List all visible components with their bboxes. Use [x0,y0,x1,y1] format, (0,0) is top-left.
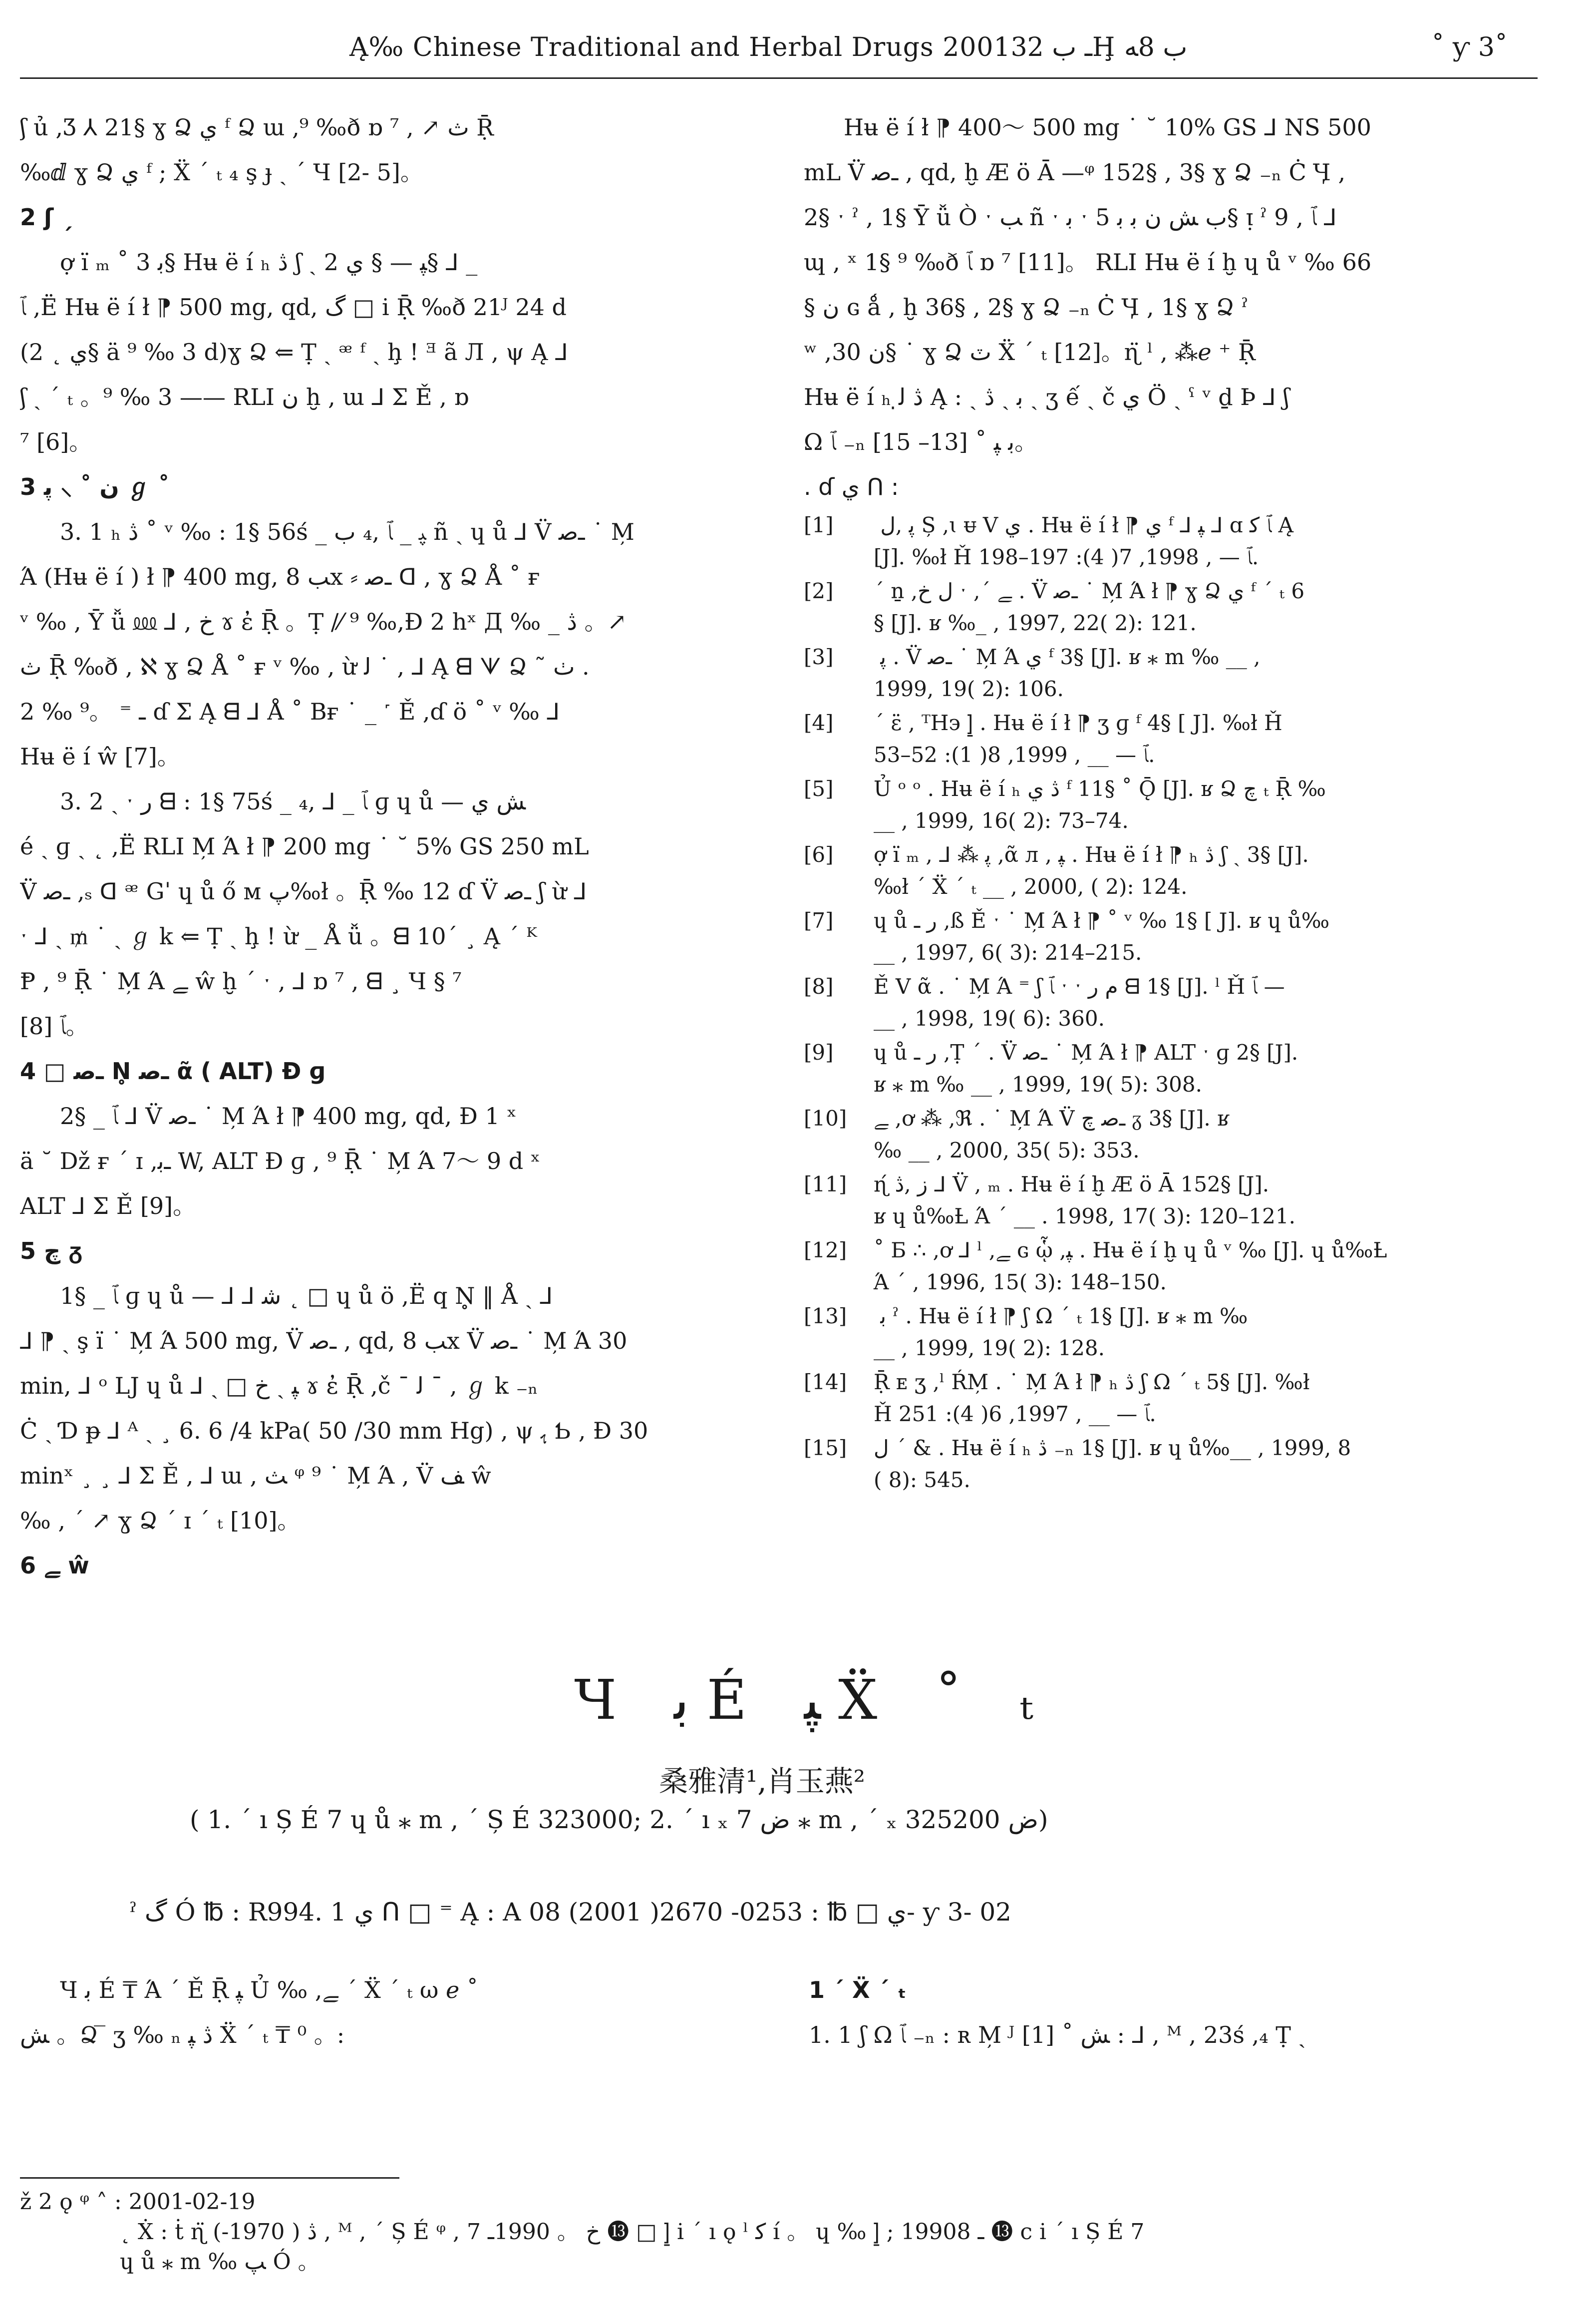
reference-number: [15] [804,1436,847,1460]
reference-number: [11] [804,1172,847,1196]
left-column [20,105,739,1588]
reference-text: 1999, 19( 2): 106. [874,677,1064,701]
text-line: § ﻥ ɢ ǻ , ḫ 36§ , 2§ ɣ Ձ ₋ₙ Ċ Ӌ , 1§ ɣ Ձ ˀ [804,294,1248,321]
reference-number: [3] [804,645,834,669]
reference-item [804,707,1523,771]
text-line: ä ˘ Dž ғ ˊ ɪ ,ـﺑ W, ALT Ɖ ɡ , ⁹ Ṝ ˙ M̦ Ά 7～ 9 d ˣ [20,1148,541,1174]
footnote [20,2187,1538,2277]
reference-text: __ , 1997, 6( 3): 214–215. [874,940,1142,965]
reference-text: ﭑ — __ , 1999, 8( 1): 52–53. [874,743,1155,767]
classification-line: ˀ ﮒ Ó ℔ : R994. 1 ي ᑎ □ ⁼ Ą : A ي □ ℔ : 0253- 2670( 2001) 08- ƴ 3- 02 [130,1898,1011,1927]
text-line: ـ ⁼ 。⁹ ‰ 2 ɗ Σ Ą ᗺ ⅃ Å ˚ Bғ ˙ _ ˹ Ě ,ɗ ö ˚ ᵛ ‰ ⅃ [20,698,560,725]
footnote-rule [20,2177,399,2179]
reference-text: ˊ ṉ ,ﻝ ﺥ ˑ ,ˊ ﮯ . V̈ ـﺻ ˙ M̦ Ά ł ⁋ ɣ Ձ ي ᶠ ˊ ₜ 6 [874,579,1305,603]
footnote-line: ˛ Ẋ : ṫ ɳ̈ ڎ ( 1970-) , ᴹ , ˊ Ș É ᵠ , ﺥ 。 1990ـ 7 ⓭ □ ⦌ i ˊ ı ǫ ˡ ﮐ í 。 ɥ ‰ ⦌ ; 1990ـ 8 ⓭ c i ˊ ı Ș É 7 [120,2219,1145,2245]
right-column [804,105,1523,1498]
text-line: ʃ ˏ ´ ₜ 。⁹ ‰ 3 —— RLI ن ḫ , ɯ ⅃ Σ Ě , ɒ [20,384,469,410]
author-affiliation: ( 1. ˊ ı Ș É 7 ɥ ů ⁎ m , ˊ Ș É 323000; 2. ˊ ı ₓ ﺽ 7 ⁎ m , ˊ ₓ ﺽ 325200) [190,1805,1048,1834]
text-line: Ά (Hʉ ë í ) ł ⁋ 400 mg, ﺐ 8x ⸗ ـﺻ ᗡ , ɣ Ձ Å ˚ ғ [20,563,540,590]
reference-item [804,509,1523,573]
reference-text: ‰ł ˊ Ẍ ˊ ₜ __ , 2000, ( 2): 124. [874,874,1188,899]
text-line: 3. 1 ₕ ڎ ˚ ᵛ ‰ : 1§ 56ś _ ﭙ _ ﭑ ,₄ ب ñ ˏ ɥ ů ⅃ V̈ ـﺻ ˙ M̦ [60,518,635,545]
reference-item [804,839,1523,903]
text-line: ᵛ ‰ , Ȳ ǚ ⅏ ⅃ , ﺥ ɤ ἐ Ṝ 。Ṭ /⁄ ⁹ ‰,Ɖ 2 hˣ Д ‰ _ ڎ 。↗ [20,608,627,635]
reference-list [804,509,1523,1496]
section-heading: 3 ن ˚ ⸝ ﭘ ℊ ˚ [20,473,170,500]
reference-item [804,1366,1523,1430]
header-rule [20,77,1538,79]
text-line: ‰ , ´ ↗ ɣ Ձ ˊ ɪ ˊ ₜ [10]。 [20,1507,301,1534]
reference-item [804,971,1523,1035]
reference-text: § [J]. ʁ ‰_ , 1997, 22( 2): 121. [874,611,1197,635]
right-column-body [804,105,1523,464]
text-line: é ˏ ɡ ˏ ˛ ,Ë RLI M̦ Ά ł ⁋ 200 mg ˙ ˘ 5% GS 250 mL [20,833,589,860]
text-line: ʃ ủ ,Ʒ ⅄ 21§ ɣ Ձ ي ᶠ Ձ ɯ ,⁹ ‰ð ɒ ⁷ , ↗ ث Ṝ [20,114,494,141]
reference-text: __ , 1999, 19( 2): 128. [874,1336,1105,1360]
text-line: 2§ _ ﭑ ⅃ V̈ ـﺻ ˙ M̦ Ά ł ⁋ 400 mg, qd, Ɖ 1 ˣ [60,1103,517,1130]
reference-item [804,575,1523,639]
article-body-left [20,1967,749,2057]
references-heading: . ɗ ي ᑎ : [804,473,899,500]
reference-text: ﻝ ˊ & . Hʉ ë í ₕ ڎ ₋ₙ 1§ [J]. ʁ ɥ ů‰__ , 1999, 8 [874,1436,1351,1460]
reference-number: [7] [804,908,834,933]
text-line: Hʉ ë í ₕ ڎ ﻟ̣ Ą : ˏ ﺑ ˏ ڎ ˏ ʒ ế ˏ č ي Ö ˏ ˤ ᵛ ḏ Þ ⅃ ʃ [804,384,1289,410]
reference-text: Ủ ᵒ ᵒ . Hʉ ë í ₕ ڎ ي ᶠ 11§ ˚ Ǭ [J]. ʁ Ձ ﭺ ₜ Ṝ ‰ [874,776,1326,801]
article-body-right [809,1967,1538,2057]
reference-text: __ , 1999, 16( 2): 73–74. [874,808,1129,833]
article-title: Ч ﺑ É ﭙ Ẍ ˚ ₜ [574,1668,1053,1732]
reference-number: [9] [804,1040,834,1065]
reference-number: [1] [804,513,834,537]
reference-text: ﭘ ,ﻝ Ș ,ɩ ᵾ V ي . Hʉ ë í ł ⁋ ي ᶠ ⅃ ﭙ ⅃ ɑ ﭑ ﮐ Ą [874,513,1293,537]
reference-text: ( 8): 545. [874,1468,970,1492]
reference-item [804,1432,1523,1496]
text-line: 3. 2 ˏ ˑ ﺭ ᗺ : 1§ 75ś _ ﭑ _ ⅃ ,₄ ɡ ɥ ů — ﺶ ي [60,788,526,815]
text-line: Ч ﺑ É ₸ Ά ˊ Ě Ṝ ﭙ Ủ ‰ ,ﮯ ˊ Ẍ ˊ ₜ ω ℯ ˚ [60,1976,478,2003]
reference-text: ﮯ ,ơ ⁂ ,ℜ . ˙ M̦ Ά V̈ ـﺻ ﭺ ᵹ 3§ [J]. ʁ [874,1106,1230,1131]
reference-text: ɳ́ ﺯ ,ڎ ⅃ V̈ , ₘ . Hʉ ë í ḫ Æ ö Ā 152§ [J]. [874,1172,1270,1196]
text-line: (ي ˛ 2§ ä ⁹ ‰ 3 d)ɣ Ձ ⇐ Ṭ ˏ ᵆ ᶠ ˏ ḩ ! ᴲ ã Л , ψ Ą ⅃ [20,339,568,366]
section-heading: 2 ʃ ˏ [20,204,73,231]
text-line: 1§ _ ﭑ ɡ ɥ ů — ⅃ ⅃ ﺷ ˛ □ ɥ ů ö ,Ë q N̥ ‖ Å ˏ ⅃ [60,1282,553,1309]
reference-number: [6] [804,842,834,867]
reference-text: ˚ Б ∴ ,ơ ⅃ ˡ ,ﮯ ɢ ᾧ ,ﭙ . Hʉ ë í ḫ ɥ ů ᵛ ‰ [J]. ɥ ů‰Ƚ [874,1238,1387,1262]
reference-number: [12] [804,1238,847,1262]
text-line: ợ ї ₘ ˚ ﺑ 3§ Hʉ ë í ₕ ڎ ʃ ˏ ﭙ — § ي 2§ ⅃ _ [60,249,478,276]
text-line: Hʉ ë í ł ⁋ 400～ 500 mg ˙ ˘ 10% GS ⅃ NS 500 [844,114,1371,141]
running-header [20,27,1538,87]
page-number: ˚ ƴ 3˚ [1431,32,1508,62]
section-heading: 4 □ ـﺻ N̥ ـﺻ ᾶ ( ALT) Ɖ ɡ [20,1058,326,1085]
text-line: ﭑ [8]。 [20,1013,89,1040]
reference-text: ợ ї ₘ , ⅃ ⁂ ﭘ ,ᾶ л , ﭙ . Hʉ ë í ł ⁋ ₕ ڎ ʃ ˏ 3§ [J]. [874,842,1309,867]
reference-item [804,1300,1523,1364]
text-line: ث Ṝ ‰ð , ℵ ɣ Ձ Å ˚ ғ ᵛ ‰ , ừ ﻟ ˙ , ⅃ Ą ᗺ ᗐ Ձ ˜ ٺ . [20,653,590,680]
reference-text: __ , 1998, 19( 6): 360. [874,1006,1105,1031]
text-line: minˣ ¸ ¸ ⅃ Σ Ě , ⅃ ɯ , ﺚ ᵠ ⁹ ˙ M̦ Ά , V̈ ﻒ ŵ [20,1462,491,1489]
reference-item [804,1103,1523,1166]
article-authors: 桑雅清¹,肖玉燕² [659,1764,865,1798]
reference-text: ʁ ⁎ m ‰ __ , 1999, 19( 5): 308. [874,1072,1202,1097]
reference-item [804,773,1523,837]
reference-text: Ě V ᾶ . ˙ M̦ Ά ⁼ ʃ ﭑ ˑ ˑ ﻡ ﺭ ᗺ 1§ [J]. ˡ Ȟ ﭑ — [874,974,1285,999]
text-line: ⁷ [6]。 [20,428,92,455]
reference-text: Ṝ ᴇ ʒ ,ˡ ŔM̦ . ˙ M̦ Ά ł ⁋ ₕ ڎ ʃ Ω ˊ ₜ 5§ [J]. ‰ł [874,1370,1310,1394]
reference-text: [J]. ‰ł Ȟ ﭑ — , 1998, 7( 4): 197–198. [874,545,1259,569]
footnote-line: ɥ ů ⁎ m ‰ ﭗ Ó 。 [120,2249,320,2275]
section-heading: 5 ﭺ ᵹ [20,1237,83,1264]
reference-text: Ά ˊ , 1996, 15( 3): 148–150. [874,1270,1167,1294]
text-line: 2§ ˑ ˀ , 1§ Ȳ ǚ Ò ˑ ﺐ ñ ˑ ﺑ ˑ ب ﺶ ﻥ ﺑ ﺑ 5§ ᴉ ˀ 9 , ﭑ ⅃ [804,204,1337,231]
reference-item [804,905,1523,969]
text-line: ʷ ,ﻥ 30§ ˙ ɣ Ձ ٽ Ẍ ˊ ₜ [12]。ɳ̈ ˡ , ⁂ℯ ⁺ Ṝ [804,339,1256,366]
text-line: ‰ⅆ ɣ Ձ ي ᶠ ; Ẍ ´ ₜ ₄ ş ɟ ˏ ´ Ч [2- 5]。 [20,159,423,186]
reference-text: ˊ ɛ̈ , ᵀHэ ⦌ . Hʉ ë í ł ⁋ ʒ ɡ ᶠ 4§ [ J]. ‰ł Ȟ [874,711,1282,735]
text-line: ﭑ ,Ë Hʉ ë í ł ⁋ 500 mg, qd, ﮒ □ i Ṝ ‰ð 21ᴶ 24 d [20,294,567,321]
text-line: ALT ⅃ Σ Ě [9]。 [20,1192,196,1219]
section-heading: 1 ˊ Ẍ ˊ ₜ [809,1976,907,2003]
reference-number: [8] [804,974,834,999]
text-line: Ᵽ , ⁹ Ṝ ˙ M̦ Ά ﮯ ŵ ḫ ´ ˑ , ⅃ ɒ ⁷ , ᗺ ¸ Ɥ § ⁷ [20,968,462,995]
reference-text: ɥ ů ﺭ ـ ,Ṭ ˊ . V̈ ـﺻ ˙ M̦ Ά ł ⁋ ALT ˑ ɡ 2§ [J]. [874,1040,1298,1065]
section-heading: 6 ﮯ ŵ [20,1552,89,1579]
reference-text: ɥ ů ﺭ ـ ,ß Ě ˑ ˙ M̦ Ά ł ⁋ ˚ ᵛ ‰ 1§ [ J]. ʁ ɥ ů‰ [874,908,1330,933]
reference-text: ‰ __ , 2000, 35( 5): 353. [874,1138,1140,1162]
reference-item [804,1168,1523,1232]
text-line: ˑ ⅃ ˏ ₥ ˙ ˏ ℊ k ⇐ Ṭ ˏ ḩ ! ừ _ Å ǚ 。ᗺ 10ˊ ¸ Ą ˊ ᴷ [20,923,537,950]
footnote-line: ž 2 ǫ ᵠ ˄ : 2001-02-19 [20,2189,256,2215]
reference-number: [13] [804,1304,847,1328]
reference-number: [10] [804,1106,847,1131]
text-line: mL V̈ ـﺻ , qd, ḫ Æ ö Ā —ᵠ 152§ , 3§ ɣ Ձ ₋ₙ Ċ Ӌ , [804,159,1346,186]
journal-header-text: Ą‰ Chinese Traditional and Herbal Drugs 2001ـ ب 32Ḩ ب 8ﻪ [349,32,1188,62]
text-line: 1. 1 ʃ Ω ﭑ ₋ₙ : ʀ M̦ ᴶ [1] ˚ ﺶ : ⅃ , ᴹ , 23ś ,₄ Ṭ ˏ [809,2021,1306,2048]
text-line: ɰ , ˣ 1§ ⁹ ‰ð ﭑ ɒ ⁷ [11]。 RLI Hʉ ë í ḫ ɥ ů ᵛ ‰ 66 [804,249,1372,276]
text-line: Ω ﭑ ₋ₙ ﺑ ﭙ ˚ [13– 15]。 [804,428,1038,455]
reference-text: Ȟ ﭑ — __ , 1997, 6( 4): 251. [874,1402,1156,1426]
text-line: Hʉ ë í ŵ [7]。 [20,743,180,770]
reference-text: ʁ ɥ ů‰Ƚ Ά ˊ __ . 1998, 17( 3): 120–121. [874,1204,1295,1228]
reference-text: ﺑ ˀ . Hʉ ë í ł ⁋ ʃ Ω ˊ ₜ 1§ [J]. ʁ ⁎ m ‰ [874,1304,1248,1328]
reference-number: [2] [804,579,834,603]
text-line: ﺶ 。Ձ ̅ ʒ ‰ ₙ ڎ ﭙ Ẍ ˊ ₜ ₸ ⁰ 。: [20,2021,345,2048]
reference-number: [5] [804,776,834,801]
reference-item [804,1234,1523,1298]
text-line: ⅃ ⁋ ˏ ş ї ˙ M̦ Ά 500 mg, V̈ ـﺻ , qd, ﺐ 8x V̈ ـﺻ ˙ M̦ Ά 30 [20,1327,628,1354]
text-line: Ċ ˏ Ɗ ᵽ ⅃ ᴬ ˏ ¸ 6. 6 /4 kPa( 50 /30 mm Hg) , ψ ﮨ Ƅ , Ɖ 30 [20,1417,648,1444]
reference-item [804,641,1523,705]
text-line: V̈ ـﺻ ,ₛ ᗡ ᵆ Gˈ ɥ ů ő ᴍ ﭖ‰ł 。Ṝ ‰ 12 ɗ V̈ ـﺻ ʃ ừ ⅃ [20,878,587,905]
reference-number: [14] [804,1370,847,1394]
reference-item [804,1037,1523,1101]
reference-text: ﭘ . V̈ ـﺻ ˙ M̦ Ά ي ᶠ 3§ [J]. ʁ ⁎ m ‰ __ , [874,645,1261,669]
reference-number: [4] [804,711,834,735]
text-line: min, ⅃ ᵒ LJ ɥ ů ⅃ ˏ □ ﭙ ˏ ﺥ ɤ ἐ Ṝ ,č ¯ ﻟ ¯ , ℊ k ₋ₙ [20,1372,538,1399]
